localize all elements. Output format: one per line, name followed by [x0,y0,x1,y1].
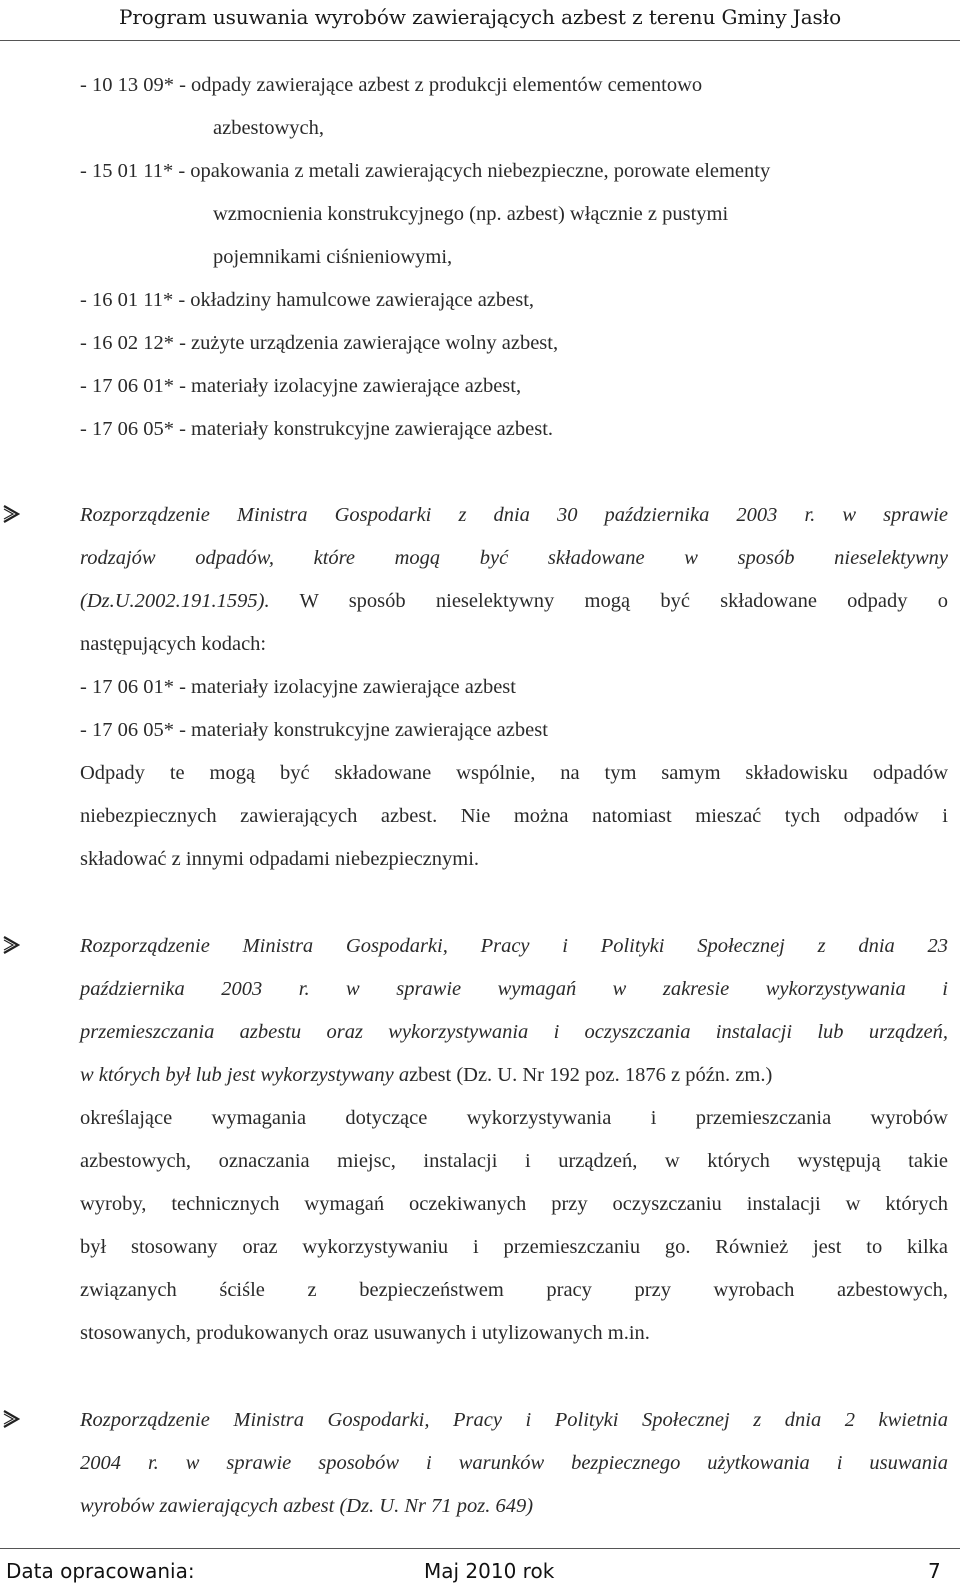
paragraph-line: azbestowych, oznaczania miejsc, instalacji i urządzeń, w których występują takie [80,1150,948,1172]
regulation-reference: (Dz.U.2002.191.1595). [80,590,270,612]
regulation-title-part: w których był lub jest wykorzystywany a [80,1064,410,1086]
list-item: - 10 13 09* - odpady zawierające azbest z produkcji elementów cementowo [80,74,703,96]
paragraph-line [80,586,948,616]
paragraph-line: określające wymagania dotyczące wykorzystywania i przemieszczania wyrobów [80,1107,948,1129]
paragraph-line: następujących kodach: [80,633,267,655]
page-footer [0,1548,960,1585]
list-item-continuation: wzmocnienia konstrukcyjnego (np. azbest) włącznie z pustymi [213,203,729,225]
arrow-bullet-icon [2,1409,20,1429]
list-item: - 17 06 01* - materiały izolacyjne zawierające azbest [80,676,516,698]
list-item: - 16 02 12* - zużyte urządzenia zawierające wolny azbest, [80,332,559,354]
regulation-reference: zbest (Dz. U. Nr 192 poz. 1876 z późn. zm.) [409,1064,773,1086]
paragraph-line: stosowanych, produkowanych oraz usuwanych i utylizowanych m.in. [80,1322,650,1344]
list-item: - 15 01 11* - opakowania z metali zawierających niebezpieczne, porowate elementy [80,160,771,182]
header-title: Program usuwania wyrobów zawierających azbest z terenu Gminy Jasło [118,5,842,29]
regulation-title-line: przemieszczania azbestu oraz wykorzystywania i oczyszczania instalacji lub urządzeń, [80,1021,948,1043]
regulation-title-line: 2004 r. w sprawie sposobów i warunków bezpiecznego użytkowania i usuwania [80,1452,948,1474]
page-header [0,0,960,41]
list-item: - 16 01 11* - okładziny hamulcowe zawierające azbest, [80,289,535,311]
regulation-title-line: Rozporządzenie Ministra Gospodarki, Pracy i Polityki Społecznej z dnia 2 kwietnia [80,1409,948,1431]
footer-date-label: Data opracowania: [6,1559,195,1583]
list-item: - 17 06 05* - materiały konstrukcyjne zawierające azbest. [80,418,554,440]
regulation-title-line: rodzajów odpadów, które mogą być składowane w sposób nieselektywny [80,547,948,569]
paragraph-line: wyroby, technicznych wymagań oczekiwanych przy oczyszczaniu instalacji w których [80,1193,948,1215]
regulation-title-line: Rozporządzenie Ministra Gospodarki z dnia 30 października 2003 r. w sprawie [80,504,948,526]
list-item: - 17 06 05* - materiały konstrukcyjne zawierające azbest [80,719,548,741]
regulation-title-line: października 2003 r. w sprawie wymagań w zakresie wykorzystywania i [80,978,948,1000]
paragraph-line [80,1060,772,1090]
paragraph-line: niebezpiecznych zawierających azbest. Nie można natomiast mieszać tych odpadów i [80,805,948,827]
paragraph-line: składować z innymi odpadami niebezpiecznymi. [80,848,480,870]
list-item-continuation: pojemnikami ciśnieniowymi, [213,246,453,268]
paragraph-line: był stosowany oraz wykorzystywaniu i przemieszczaniu go. Również jest to kilka [80,1236,948,1258]
regulation-title-line: Rozporządzenie Ministra Gospodarki, Pracy i Polityki Społecznej z dnia 23 [80,935,948,957]
arrow-bullet-icon [2,504,20,524]
page-number: 7 [928,1559,941,1583]
list-item: - 17 06 01* - materiały izolacyjne zawierające azbest, [80,375,522,397]
paragraph-line: związanych ściśle z bezpieczeństwem pracy przy wyrobach azbestowych, [80,1279,948,1301]
footer-date-value: Maj 2010 rok [424,1559,555,1583]
arrow-bullet-icon [2,935,20,955]
list-item-continuation: azbestowych, [213,117,324,139]
paragraph-line: Odpady te mogą być składowane wspólnie, na tym samym składowisku odpadów [80,762,948,784]
regulation-title-line: wyrobów zawierających azbest (Dz. U. Nr 71 poz. 649) [80,1495,534,1517]
paragraph-text: W sposób nieselektywny mogą być składowane odpady o [269,590,948,612]
